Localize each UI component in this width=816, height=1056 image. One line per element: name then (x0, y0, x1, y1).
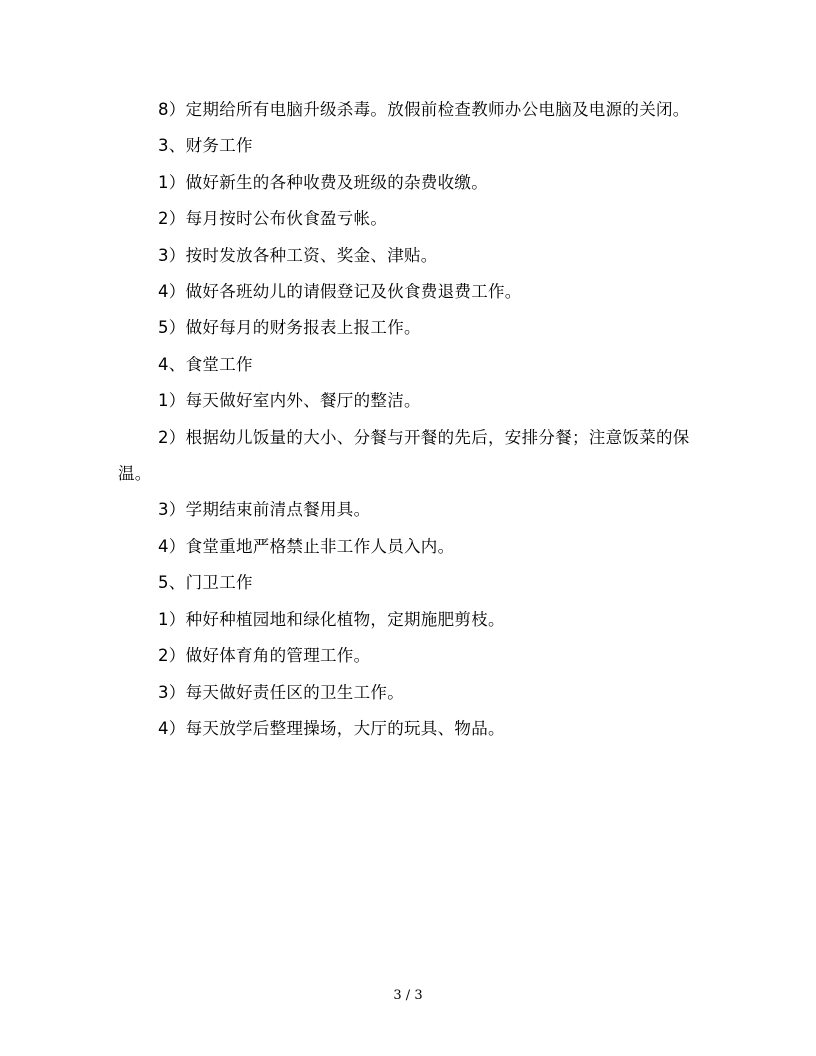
paragraph-it-maintenance-8: 8）定期给所有电脑升级杀毒。放假前检查教师办公电脑及电源的关闭。 (158, 100, 690, 119)
paragraph-finance-2: 2）每月按时公布伙食盈亏帐。 (158, 209, 388, 229)
paragraph-canteen-1: 1）每天做好室内外、餐厅的整洁。 (158, 391, 421, 411)
paragraph-guard-4: 4）每天放学后整理操场，大厅的玩具、物品。 (158, 718, 505, 738)
section-heading-guard: 5、门卫工作 (158, 573, 253, 593)
paragraph-canteen-2: 2）根据幼儿饭量的大小、分餐与开餐的先后，安排分餐；注意饭菜的保温。 (118, 427, 690, 484)
section-heading-canteen: 4、食堂工作 (158, 354, 253, 374)
paragraph-finance-3: 3）按时发放各种工资、奖金、津贴。 (158, 245, 438, 265)
paragraph-guard-2: 2）做好体育角的管理工作。 (158, 646, 371, 666)
paragraph-canteen-3: 3）学期结束前清点餐用具。 (158, 500, 371, 520)
paragraph-canteen-4: 4）食堂重地严格禁止非工作人员入内。 (158, 536, 455, 556)
paragraph-finance-5: 5）做好每月的财务报表上报工作。 (158, 318, 421, 338)
paragraph-finance-1: 1）做好新生的各种收费及班级的杂费收缴。 (158, 172, 488, 192)
section-heading-finance: 3、财务工作 (158, 136, 253, 156)
paragraph-finance-4: 4）做好各班幼儿的请假登记及伙食费退费工作。 (158, 282, 522, 302)
paragraph-guard-3: 3）每天做好责任区的卫生工作。 (158, 682, 404, 702)
page-number: 3 / 3 (393, 988, 423, 1003)
document-body (118, 92, 698, 747)
paragraph-guard-1: 1）种好种植园地和绿化植物，定期施肥剪枝。 (158, 609, 505, 629)
